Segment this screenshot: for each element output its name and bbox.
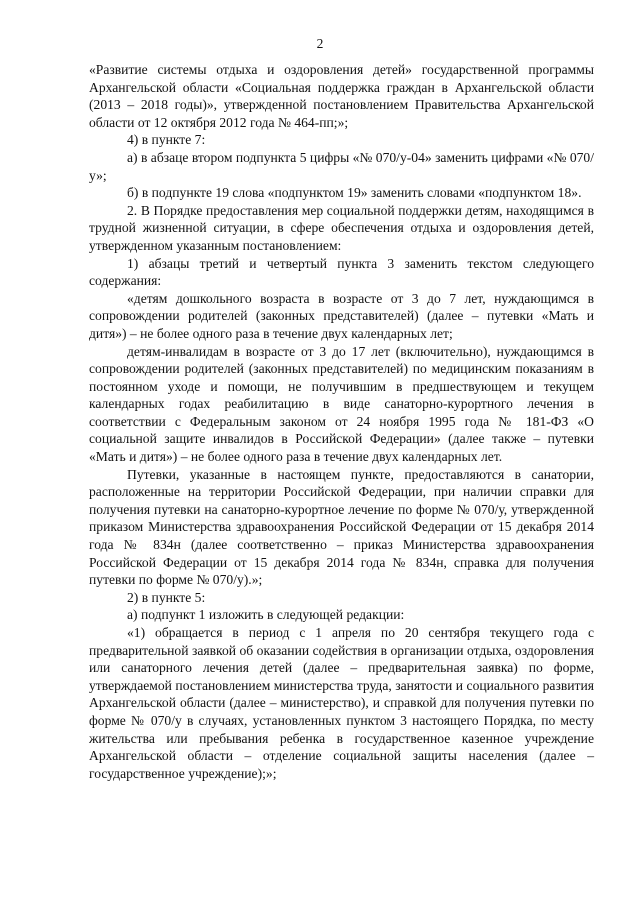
paragraph-preschool-children: «детям дошкольного возраста в возрасте от 3 до 7 лет, нуждающимся в сопровождении родителей (законных представителей) (далее – путевки «Мать и дитя») – не более одного раза в течение двух календарных лет;	[89, 290, 594, 341]
document-body	[89, 61, 594, 782]
paragraph-point-5: 2) в пункте 5:	[127, 589, 206, 605]
paragraph-section-2: 2. В Порядке предоставления мер социальной поддержки детям, находящимся в трудной жизненной ситуации, в сфере обеспечения отдыха и оздоровления детей, утвержденном указанным постановлением:	[89, 202, 594, 253]
paragraph-subpoint-1: а) подпункт 1 изложить в следующей редакции:	[127, 607, 405, 623]
paragraph-point-7a: а) в абзаце втором подпункта 5 цифры «№ 070/у-04» заменить цифрами «№ 070/у»;	[89, 149, 594, 183]
paragraph-new-wording: «1) обращается в период с 1 апреля по 20 сентября текущего года с предварительной заявкой об оказании содействия в организации отдыха, оздоровления или санаторного лечения детей (далее – предварительная заявка) по форме, утверждаемой постановлением министерства труда, занятости и социального развития Архангельской области (далее – министерство), и справкой для получения путевки по форме № 070/у в случаях, установленных пунктом 3 настоящего Порядка, по месту жительства или пребывания ребенка в государственное казенное учреждение Архангельской области – отделение социальной защиты населения (далее – государственное учреждение);»;	[89, 625, 594, 781]
paragraph-vouchers: Путевки, указанные в настоящем пункте, предоставляются в санатории, расположенные на территории Российской Федерации, при наличии справки для получения путевки на санаторно-курортное лечение по форме № 070/у, утвержденной приказом Министерства здравоохранения Российской Федерации от 15 декабря 2014 года № 834н (далее соответственно – приказ Министерства здравоохранения Российской Федерации от 15 декабря 2014 года № 834н, справка для получения путевки по форме № 070/у).»;	[89, 466, 594, 588]
paragraph-point-7: 4) в пункте 7:	[127, 132, 206, 148]
paragraph-point-7b: б) в подпункте 19 слова «подпунктом 19» заменить словами «подпунктом 18».	[127, 185, 582, 201]
paragraph-program-reference: «Развитие системы отдыха и оздоровления детей» государственной программы Архангельской области «Социальная поддержка граждан в Архангельской области (2013 – 2018 годы)», утвержденной постановлением Правительства Архангельской области от 12 октября 2012 года № 464-пп;»;	[89, 62, 594, 130]
page-number: 2	[316, 36, 324, 51]
paragraph-disabled-children: детям-инвалидам в возрасте от 3 до 17 лет (включительно), нуждающимся в сопровождении родителей (законных представителей) по медицинским показаниям в постоянном уходе и помощи, не получившим в предшествующем и текущем календарных годах реабилитацию в виде санаторно-курортного лечения в соответствии с Федеральным законом от 24 ноября 1995 года № 181-ФЗ «О социальной защите инвалидов в Российской Федерации» (далее также – путевки «Мать и дитя») – не более одного раза в течение двух календарных лет.	[89, 343, 594, 465]
paragraph-item-1: 1) абзацы третий и четвертый пункта 3 заменить текстом следующего содержания:	[89, 255, 594, 289]
